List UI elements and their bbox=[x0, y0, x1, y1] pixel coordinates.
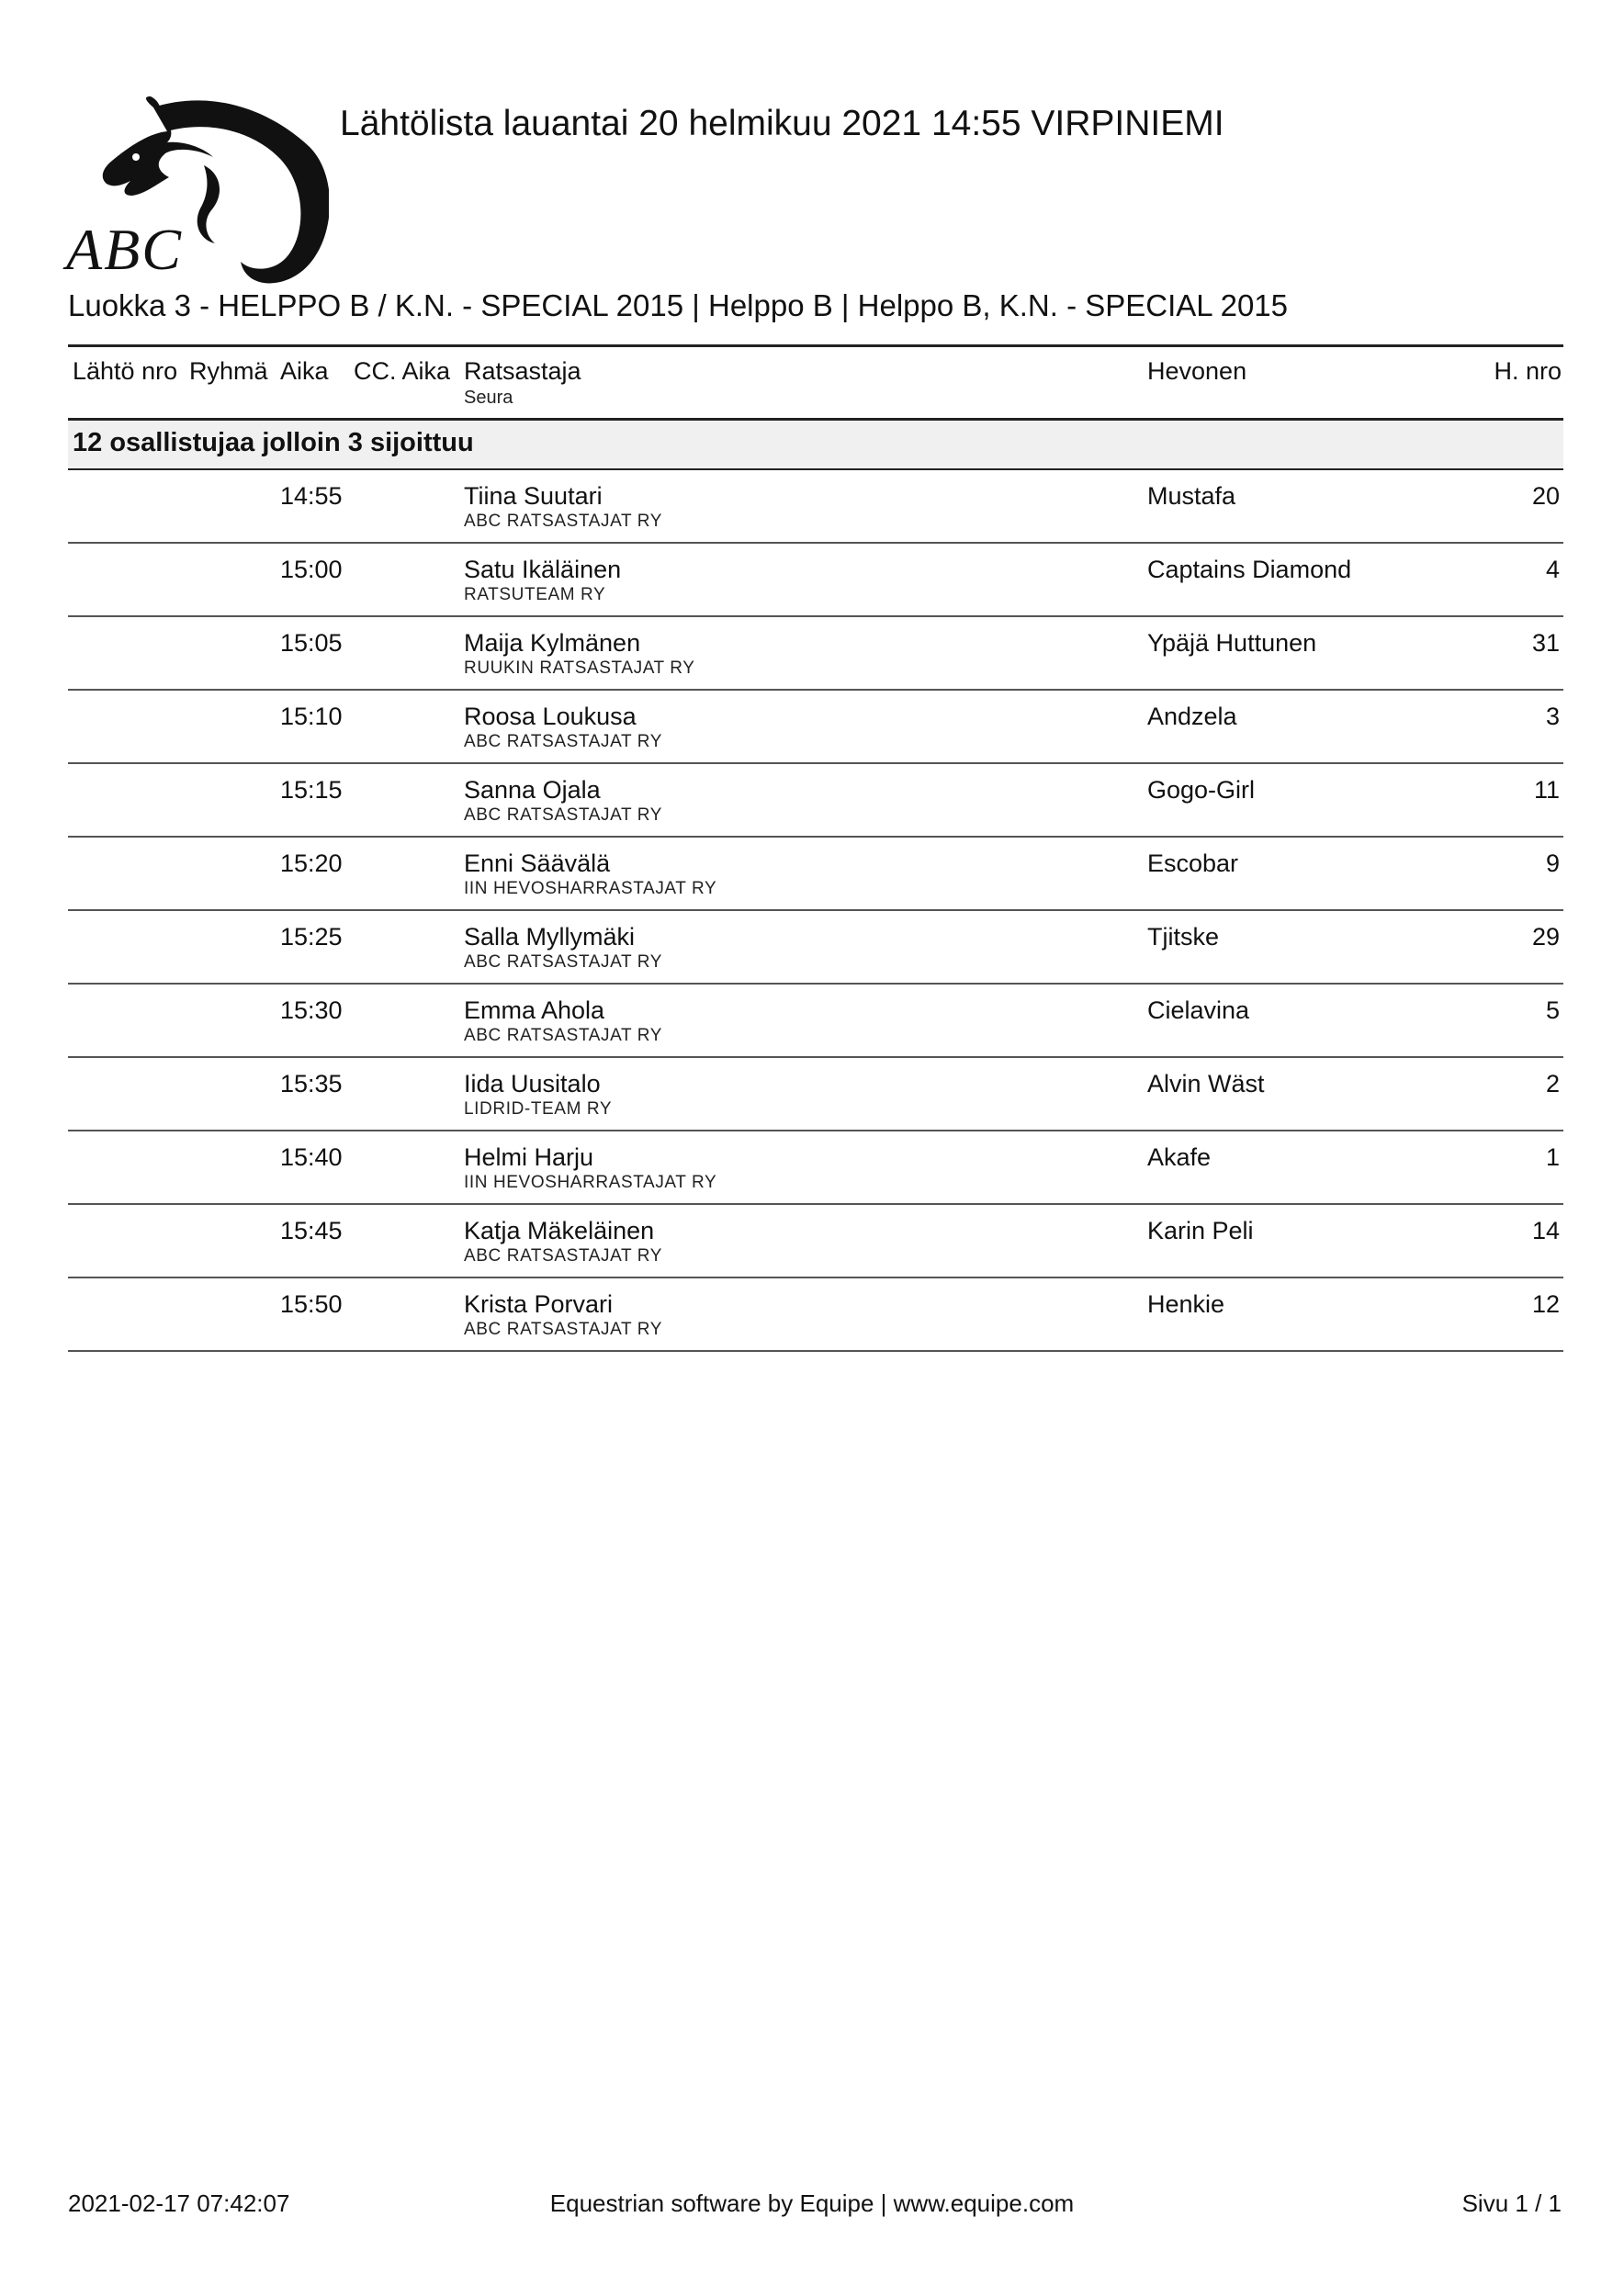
rider-name: Helmi Harju bbox=[464, 1143, 594, 1171]
header-cc-time: CC. Aika bbox=[354, 357, 451, 385]
horse-number: 29 bbox=[1531, 923, 1560, 951]
table-row bbox=[68, 1131, 1563, 1205]
start-list bbox=[68, 470, 1563, 1352]
horse-number: 1 bbox=[1545, 1143, 1560, 1171]
rider-club: ABC RATSASTAJAT RY bbox=[464, 1026, 662, 1045]
start-time: 15:05 bbox=[280, 629, 343, 657]
header-time: Aika bbox=[280, 357, 329, 385]
start-time: 15:10 bbox=[280, 703, 343, 730]
header-start-no: Lähtö nro bbox=[73, 357, 178, 385]
horse-number: 4 bbox=[1545, 556, 1560, 583]
horse-name: Gogo-Girl bbox=[1147, 776, 1256, 804]
table-row bbox=[68, 1278, 1563, 1352]
table-row bbox=[68, 470, 1563, 544]
footer-page-number: Sivu 1 / 1 bbox=[1461, 2189, 1562, 2217]
start-time: 14:55 bbox=[280, 482, 343, 510]
table-row bbox=[68, 617, 1563, 691]
rider-name: Maija Kylmänen bbox=[464, 629, 641, 657]
header-horse: Hevonen bbox=[1147, 357, 1247, 385]
horse-number: 20 bbox=[1531, 482, 1560, 510]
start-time: 15:30 bbox=[280, 996, 343, 1024]
table-row bbox=[68, 544, 1563, 617]
start-time: 15:40 bbox=[280, 1143, 343, 1171]
horse-number: 2 bbox=[1545, 1070, 1560, 1097]
header-group: Ryhmä bbox=[189, 357, 268, 385]
rider-club: ABC RATSASTAJAT RY bbox=[464, 1320, 662, 1339]
table-row bbox=[68, 691, 1563, 764]
page-title: Lähtölista lauantai 20 helmikuu 2021 14:55 VIRPINIEMI bbox=[340, 104, 1224, 143]
rider-name: Emma Ahola bbox=[464, 996, 605, 1024]
start-time: 15:20 bbox=[280, 850, 343, 877]
start-time: 15:00 bbox=[280, 556, 343, 583]
start-time: 15:45 bbox=[280, 1217, 343, 1244]
horse-number: 5 bbox=[1545, 996, 1560, 1024]
rider-name: Krista Porvari bbox=[464, 1290, 614, 1318]
class-title: Luokka 3 - HELPPO B / K.N. - SPECIAL 2015 | Helppo B | Helppo B, K.N. - SPECIAL 2015 bbox=[68, 288, 1289, 322]
rider-club: ABC RATSASTAJAT RY bbox=[464, 1246, 662, 1266]
rider-name: Iida Uusitalo bbox=[464, 1070, 601, 1097]
rider-club: IIN HEVOSHARRASTAJAT RY bbox=[464, 1173, 717, 1192]
rider-club: ABC RATSASTAJAT RY bbox=[464, 952, 662, 972]
rider-club: IIN HEVOSHARRASTAJAT RY bbox=[464, 879, 717, 898]
start-time: 15:35 bbox=[280, 1070, 343, 1097]
rider-name: Satu Ikäläinen bbox=[464, 556, 622, 583]
rider-name: Tiina Suutari bbox=[464, 482, 603, 510]
logo-text: ABC bbox=[66, 217, 183, 282]
rider-club: ABC RATSASTAJAT RY bbox=[464, 805, 662, 825]
horse-number: 3 bbox=[1545, 703, 1560, 730]
horse-name: Henkie bbox=[1147, 1290, 1225, 1318]
horse-number: 9 bbox=[1545, 850, 1560, 877]
horse-name: Alvin Wäst bbox=[1147, 1070, 1265, 1097]
start-time: 15:15 bbox=[280, 776, 343, 804]
rider-club: RATSUTEAM RY bbox=[464, 585, 606, 604]
rider-club: LIDRID-TEAM RY bbox=[464, 1099, 613, 1119]
header-top-divider bbox=[68, 344, 1563, 347]
rider-club: ABC RATSASTAJAT RY bbox=[464, 732, 662, 751]
horse-name: Escobar bbox=[1147, 850, 1239, 877]
table-row bbox=[68, 1058, 1563, 1131]
table-row bbox=[68, 1205, 1563, 1278]
horse-number: 31 bbox=[1531, 629, 1560, 657]
horse-number: 12 bbox=[1531, 1290, 1560, 1318]
horse-name: Captains Diamond bbox=[1147, 556, 1352, 583]
rider-name: Sanna Ojala bbox=[464, 776, 601, 804]
horse-name: Tjitske bbox=[1147, 923, 1220, 951]
horse-number: 14 bbox=[1531, 1217, 1560, 1244]
rider-name: Salla Myllymäki bbox=[464, 923, 636, 951]
rider-name: Enni Säävälä bbox=[464, 850, 611, 877]
table-row bbox=[68, 838, 1563, 911]
footer-timestamp: 2021-02-17 07:42:07 bbox=[68, 2189, 290, 2217]
horse-name: Ypäjä Huttunen bbox=[1147, 629, 1317, 657]
footer-software-credit: Equestrian software by Equipe | www.equipe.com bbox=[549, 2189, 1075, 2217]
header-horse-no: H. nro bbox=[1494, 357, 1562, 385]
start-time: 15:50 bbox=[280, 1290, 343, 1318]
rider-club: ABC RATSASTAJAT RY bbox=[464, 512, 662, 531]
rider-club: RUUKIN RATSASTAJAT RY bbox=[464, 658, 695, 678]
table-row bbox=[68, 985, 1563, 1058]
header-rider: Ratsastaja bbox=[464, 357, 581, 385]
start-time: 15:25 bbox=[280, 923, 343, 951]
table-row bbox=[68, 911, 1563, 985]
horse-number: 11 bbox=[1533, 776, 1560, 804]
horse-name: Akafe bbox=[1147, 1143, 1212, 1171]
club-logo bbox=[66, 96, 329, 289]
horse-name: Andzela bbox=[1147, 703, 1237, 730]
table-row bbox=[68, 764, 1563, 838]
horse-name: Karin Peli bbox=[1147, 1217, 1254, 1244]
group-label: 12 osallistujaa jolloin 3 sijoittuu bbox=[73, 428, 474, 457]
horse-name: Cielavina bbox=[1147, 996, 1250, 1024]
rider-name: Roosa Loukusa bbox=[464, 703, 637, 730]
header-club: Seura bbox=[464, 388, 513, 408]
horse-name: Mustafa bbox=[1147, 482, 1236, 510]
rider-name: Katja Mäkeläinen bbox=[464, 1217, 655, 1244]
